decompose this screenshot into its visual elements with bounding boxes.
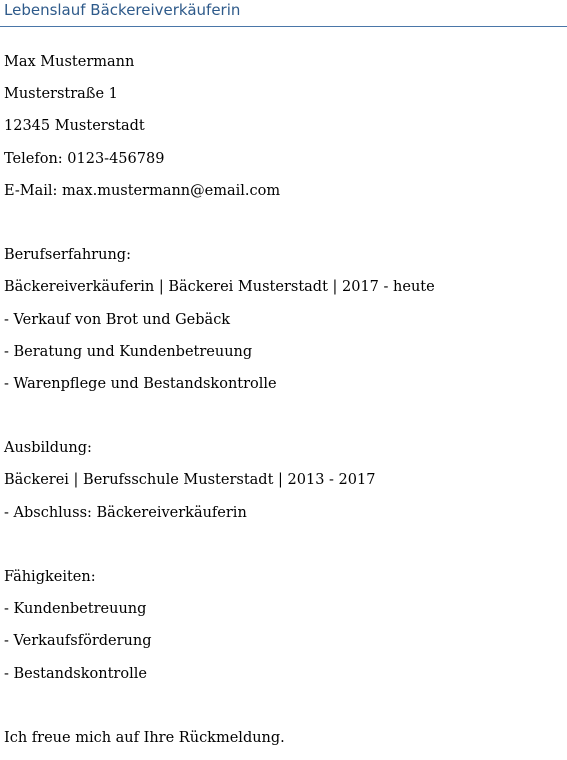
experience-item: - Beratung und Kundenbetreuung bbox=[4, 343, 253, 360]
contact-email: E-Mail: max.mustermann@email.com bbox=[4, 182, 281, 199]
section-spacer bbox=[4, 535, 559, 567]
skills-item: - Verkaufsförderung bbox=[4, 633, 152, 650]
contact-street: Musterstraße 1 bbox=[4, 86, 118, 103]
closing-sentence: Ich freue mich auf Ihre Rückmeldung. bbox=[4, 729, 285, 746]
section-spacer bbox=[4, 406, 559, 438]
experience-item: - Verkauf von Brot und Gebäck bbox=[4, 311, 231, 328]
skills-heading: Fähigkeiten: bbox=[4, 569, 96, 585]
experience-position: Bäckereiverkäuferin | Bäckerei Musterstadt | 2017 - heute bbox=[4, 279, 435, 296]
contact-phone: Telefon: 0123-456789 bbox=[4, 150, 165, 167]
education-heading: Ausbildung: bbox=[4, 440, 92, 457]
education-item: - Abschluss: Bäckereiverkäuferin bbox=[4, 504, 247, 521]
page-title: Lebenslauf Bäckereiverkäuferin bbox=[4, 1, 241, 19]
experience-heading: Berufserfahrung: bbox=[4, 247, 131, 264]
experience-item: - Warenpflege und Bestandskontrolle bbox=[4, 375, 277, 392]
education-entry: Bäckerei | Berufsschule Musterstadt | 2013 - 2017 bbox=[4, 472, 376, 489]
section-spacer bbox=[4, 696, 559, 728]
skills-item: - Bestandskontrolle bbox=[4, 665, 147, 682]
skills-item: - Kundenbetreuung bbox=[4, 601, 147, 618]
contact-city: 12345 Musterstadt bbox=[4, 118, 145, 135]
section-spacer bbox=[4, 213, 559, 245]
contact-name: Max Mustermann bbox=[4, 54, 135, 70]
title-divider bbox=[0, 26, 567, 27]
document-body bbox=[4, 52, 559, 760]
